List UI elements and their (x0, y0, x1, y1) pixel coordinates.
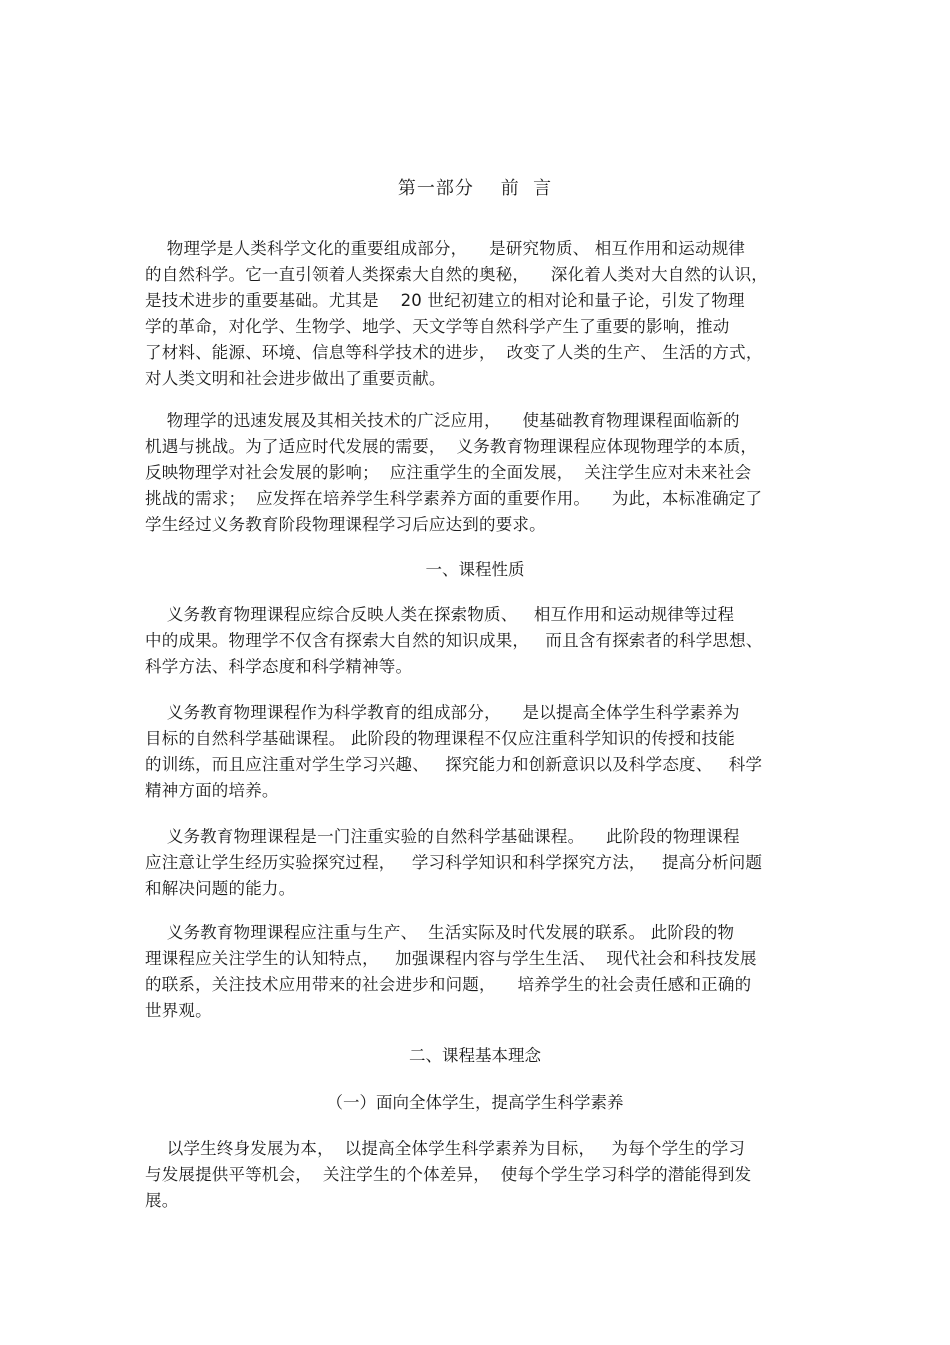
text-line: 学生经过义务教育阶段物理课程学习后应达到的要求。 (145, 515, 546, 534)
text-line: 义务教育物理课程是一门注重实验的自然科学基础课程。 此阶段的物理课程 (145, 827, 740, 846)
text-line: 应注意让学生经历实验探究过程， 学习科学知识和科学探究方法， 提高分析问题 (145, 853, 763, 872)
text-line: 挑战的需求； 应发挥在培养学生科学素养方面的重要作用。 为此，本标准确定了 (145, 489, 763, 508)
section-heading: 一、课程性质 (425, 560, 525, 579)
text-line: 是技术进步的重要基础。尤其是 20 世纪初建立的相对论和量子论，引发了物理 (145, 291, 745, 310)
text-line: 的训练，而且应注重对学生学习兴趣、 探究能力和创新意识以及科学态度、 科学 (145, 755, 763, 774)
text-line: 义务教育物理课程应注重与生产、 生活实际及时代发展的联系。 此阶段的物 (145, 923, 735, 942)
text-line: 中的成果。物理学不仅含有探索大自然的知识成果， 而且含有探索者的科学思想、 (145, 631, 763, 650)
text-line: 对人类文明和社会进步做出了重要贡献。 (145, 369, 446, 388)
text-line: 物理学的迅速发展及其相关技术的广泛应用， 使基础教育物理课程面临新的 (145, 411, 740, 430)
text-line: 义务教育物理课程作为科学教育的组成部分， 是以提高全体学生科学素养为 (145, 703, 740, 722)
text-line: 机遇与挑战。为了适应时代发展的需要， 义务教育物理课程应体现物理学的本质， (145, 437, 758, 456)
text-line: 展。 (145, 1191, 179, 1210)
text-line: 科学方法、科学态度和科学精神等。 (145, 657, 413, 676)
text-line: 的自然科学。它一直引领着人类探索大自然的奥秘， 深化着人类对大自然的认识， (145, 265, 768, 284)
subsection-heading: （一）面向全体学生，提高学生科学素养 (326, 1093, 624, 1112)
page-title: 第一部分 前 言 (397, 178, 553, 199)
text-line: 义务教育物理课程应综合反映人类在探索物质、 相互作用和运动规律等过程 (145, 605, 735, 624)
text-line: 物理学是人类科学文化的重要组成部分， 是研究物质、 相互作用和运动规律 (145, 239, 746, 258)
text-line: 了材料、能源、环境、信息等科学技术的进步， 改变了人类的生产、 生活的方式， (145, 343, 763, 362)
text-line: 世界观。 (145, 1001, 212, 1020)
text-line: 目标的自然科学基础课程。 此阶段的物理课程不仅应注重科学知识的传授和技能 (145, 729, 735, 748)
text-line: 与发展提供平等机会， 关注学生的个体差异， 使每个学生学习科学的潜能得到发 (145, 1165, 752, 1184)
text-line: 理课程应关注学生的认知特点， 加强课程内容与学生生活、 现代社会和科技发展 (145, 949, 757, 968)
text-line: 反映物理学对社会发展的影响； 应注重学生的全面发展， 关注学生应对未来社会 (145, 463, 752, 482)
text-line: 学的革命，对化学、生物学、地学、天文学等自然科学产生了重要的影响，推动 (145, 317, 730, 336)
text-line: 精神方面的培养。 (145, 781, 279, 800)
text-line: 以学生终身发展为本， 以提高全体学生科学素养为目标， 为每个学生的学习 (145, 1139, 746, 1158)
text-line: 和解决问题的能力。 (145, 879, 296, 898)
text-line: 的联系，关注技术应用带来的社会进步和问题， 培养学生的社会责任感和正确的 (145, 975, 752, 994)
section-heading: 二、课程基本理念 (409, 1046, 541, 1065)
